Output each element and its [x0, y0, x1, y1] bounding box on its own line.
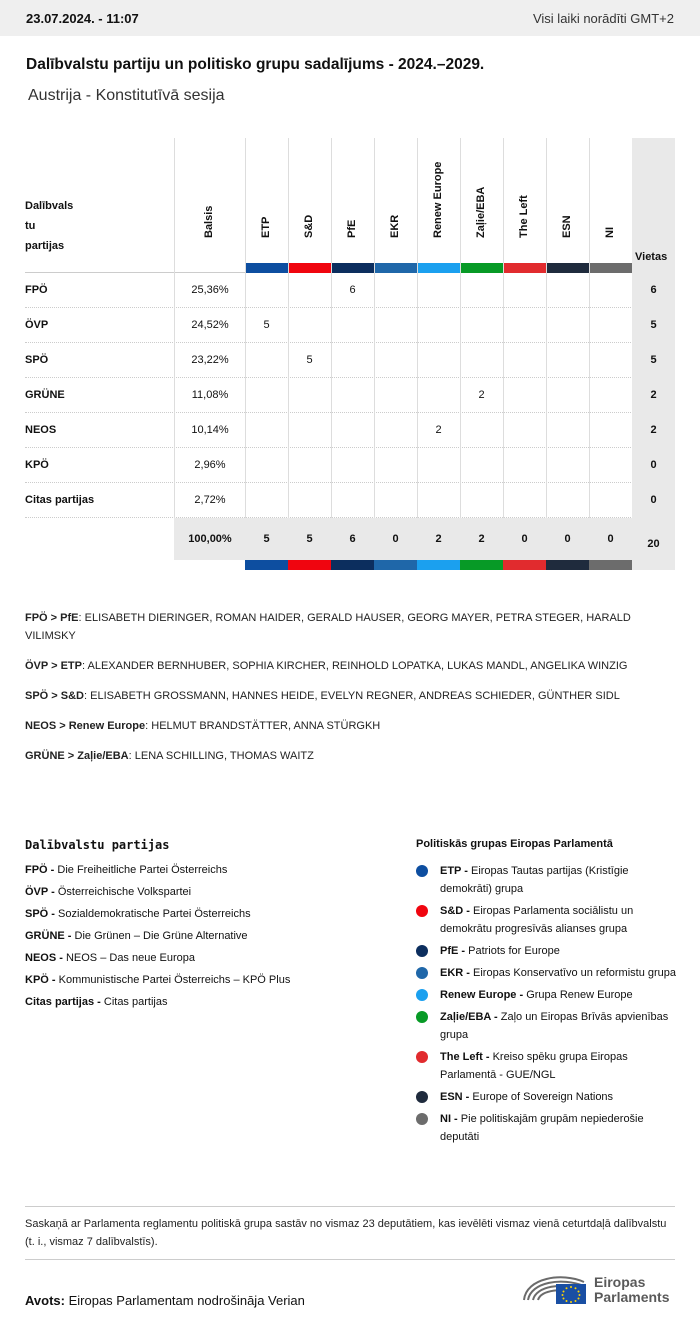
group-color-dot-icon — [416, 905, 428, 917]
group-color-bar — [418, 263, 460, 273]
group-color-dot-icon — [416, 1113, 428, 1125]
timezone-note: Visi laiki norādīti GMT+2 — [532, 10, 674, 26]
party-legend-title: Dalībvalstu partijas — [25, 838, 170, 852]
group-legend-item: ESN - Europe of Sovereign Nations — [416, 1088, 676, 1106]
vote-share: 2,96% — [194, 459, 226, 471]
group-color-bar — [332, 263, 374, 273]
party-legend-item: SPÖ - Sozialdemokratische Partei Österreichs — [25, 908, 251, 920]
group-legend-item: EKR - Eiropas Konservatīvo un reformistu grupa — [416, 964, 676, 982]
group-column-header: NI — [589, 138, 632, 273]
party-column-header: Dalībvals tu partijas — [25, 200, 74, 252]
table-row — [25, 273, 675, 308]
party-seats-total: 2 — [632, 378, 675, 413]
divider — [25, 1206, 675, 1207]
top-bar — [0, 0, 700, 36]
group-legend-item: PfE - Patriots for Europe — [416, 942, 676, 960]
group-legend — [416, 838, 676, 1150]
group-seats: 2 — [478, 389, 485, 401]
party-name: SPÖ — [25, 354, 49, 366]
party-name: ÖVP — [25, 319, 49, 331]
party-seats-total: 0 — [632, 448, 675, 483]
party-name: FPÖ — [25, 284, 48, 296]
mep-note: NEOS > Renew Europe: HELMUT BRANDSTÄTTER, ANNA STÜRGKH — [25, 720, 381, 732]
seat-distribution-table — [25, 138, 675, 570]
group-color-bar — [461, 263, 503, 273]
vote-share: 2,72% — [194, 494, 226, 506]
table-header — [25, 138, 675, 273]
group-seats-total: 2 — [435, 533, 442, 545]
group-color-bar — [460, 560, 503, 570]
party-name: GRÜNE — [25, 389, 65, 401]
group-column-header: ETP — [245, 138, 288, 273]
group-color-bar — [503, 560, 546, 570]
group-color-bar — [589, 560, 632, 570]
parliament-hemicycle-icon — [522, 1270, 588, 1306]
total-seats: 20 — [632, 518, 675, 570]
group-color-bar — [289, 263, 331, 273]
group-legend-item: ETP - Eiropas Tautas partijas (Kristīgie demokrāti) grupa — [416, 862, 676, 898]
mep-note: SPÖ > S&D: ELISABETH GROSSMANN, HANNES HEIDE, EVELYN REGNER, ANDREAS SCHIEDER, GÜNTHER SIDL — [25, 690, 620, 702]
table-row — [25, 308, 675, 343]
page-title: Dalībvalstu partiju un politisko grupu sadalījums - 2024.–2029. — [26, 56, 485, 73]
group-seats-total: 0 — [564, 533, 571, 545]
group-seats: 6 — [349, 284, 356, 296]
group-legend-item: S&D - Eiropas Parlamenta sociālistu un demokrātu progresīvās alianses grupa — [416, 902, 676, 938]
group-color-dot-icon — [416, 1011, 428, 1023]
group-column-header: Renew Europe — [417, 138, 460, 273]
group-color-bar — [374, 560, 417, 570]
group-legend-item: Renew Europe - Grupa Renew Europe — [416, 986, 676, 1004]
vote-share: 11,08% — [191, 389, 229, 401]
group-legend-title: Politiskās grupas Eiropas Parlamentā — [416, 838, 613, 850]
group-seats-total: 0 — [521, 533, 528, 545]
vote-share: 10,14% — [191, 424, 229, 436]
group-column-header: EKR — [374, 138, 417, 273]
party-name: KPÖ — [25, 459, 49, 471]
party-seats-total: 5 — [632, 343, 675, 378]
vote-share: 23,22% — [191, 354, 229, 366]
group-legend-item: NI - Pie politiskajām grupām nepiederošie deputāti — [416, 1110, 676, 1146]
mep-notes — [25, 609, 665, 777]
group-seats: 5 — [306, 354, 313, 366]
group-seats-total: 5 — [263, 533, 270, 545]
group-legend-item: Zaļie/EBA - Zaļo un Eiropas Brīvās apvienības grupa — [416, 1008, 676, 1044]
group-color-bar — [547, 263, 589, 273]
totals-row — [25, 518, 675, 570]
party-seats-total: 5 — [632, 308, 675, 343]
group-seats-total: 5 — [306, 533, 313, 545]
group-color-bar — [504, 263, 546, 273]
party-legend-item: GRÜNE - Die Grünen – Die Grüne Alternative — [25, 930, 248, 942]
group-color-bar — [245, 560, 288, 570]
table-row — [25, 378, 675, 413]
group-column-header: Zaļie/EBA — [460, 138, 503, 273]
party-legend-item: FPÖ - Die Freiheitliche Partei Österreichs — [25, 864, 228, 876]
party-name: NEOS — [25, 424, 57, 436]
group-color-dot-icon — [416, 1051, 428, 1063]
group-column-header: ESN — [546, 138, 589, 273]
table-row — [25, 483, 675, 518]
page-subtitle: Austrija - Konstitutīvā sesija — [28, 87, 225, 104]
group-color-bar — [288, 560, 331, 570]
group-color-bar — [590, 263, 632, 273]
mep-note: FPÖ > PfE: ELISABETH DIERINGER, ROMAN HAIDER, GERALD HAUSER, GEORG MAYER, PETRA STEGER, HARALD VILIMSKY — [25, 612, 631, 642]
european-parliament-logo — [522, 1270, 682, 1310]
group-seats-total: 0 — [607, 533, 614, 545]
group-column-header: PfE — [331, 138, 374, 273]
votes-column-header: Balsis — [174, 138, 245, 273]
group-column-header: S&D — [288, 138, 331, 273]
group-seats-total: 0 — [392, 533, 399, 545]
group-color-dot-icon — [416, 1091, 428, 1103]
group-color-bar — [546, 560, 589, 570]
source-line: Avots: Eiropas Parlamentam nodrošināja Verian — [25, 1293, 305, 1308]
group-seats-total: 6 — [349, 533, 356, 545]
party-legend-item: NEOS - NEOS – Das neue Europa — [25, 952, 195, 964]
group-color-dot-icon — [416, 989, 428, 1001]
group-color-bar — [246, 263, 288, 273]
party-legend — [25, 838, 385, 1018]
table-row — [25, 413, 675, 448]
mep-note: ÖVP > ETP: ALEXANDER BERNHUBER, SOPHIA KIRCHER, REINHOLD LOPATKA, LUKAS MANDL, ANGELIKA WINZIG — [25, 660, 628, 672]
logo-text: Eiropas Parlaments — [594, 1274, 670, 1305]
group-color-dot-icon — [416, 865, 428, 877]
party-legend-item: ÖVP - Österreichische Volkspartei — [25, 886, 192, 898]
table-row — [25, 448, 675, 483]
vote-share: 24,52% — [191, 319, 229, 331]
vote-share: 25,36% — [191, 284, 229, 296]
group-seats: 5 — [263, 319, 270, 331]
footnote: Saskaņā ar Parlamenta reglamentu politiskā grupa sastāv no vismaz 23 deputātiem, kas ievēlēti vismaz vienā ceturtdaļā dalībvalstu (t. i., vismaz 7 dalībvalstīs). — [25, 1218, 667, 1248]
table-row — [25, 343, 675, 378]
party-seats-total: 0 — [632, 483, 675, 518]
party-seats-total: 2 — [632, 413, 675, 448]
party-name: Citas partijas — [25, 494, 95, 506]
total-votes: 100,00% — [188, 533, 232, 545]
group-color-bar — [375, 263, 417, 273]
party-legend-item: KPÖ - Kommunistische Partei Österreichs – KPÖ Plus — [25, 974, 291, 986]
group-color-dot-icon — [416, 945, 428, 957]
party-seats-total: 6 — [632, 273, 675, 308]
party-legend-item: Citas partijas - Citas partijas — [25, 996, 168, 1008]
group-color-bar — [331, 560, 374, 570]
mep-note: GRÜNE > Zaļie/EBA: LENA SCHILLING, THOMAS WAITZ — [25, 750, 314, 762]
group-column-header: The Left — [503, 138, 546, 273]
group-seats: 2 — [435, 424, 442, 436]
datetime: 23.07.2024. - 11:07 — [26, 10, 139, 26]
group-legend-item: The Left - Kreiso spēku grupa Eiropas Parlamentā - GUE/NGL — [416, 1048, 676, 1084]
seats-column-header: Vietas — [632, 138, 675, 273]
group-color-dot-icon — [416, 967, 428, 979]
divider — [25, 1259, 675, 1260]
group-color-bar — [417, 560, 460, 570]
group-seats-total: 2 — [478, 533, 485, 545]
